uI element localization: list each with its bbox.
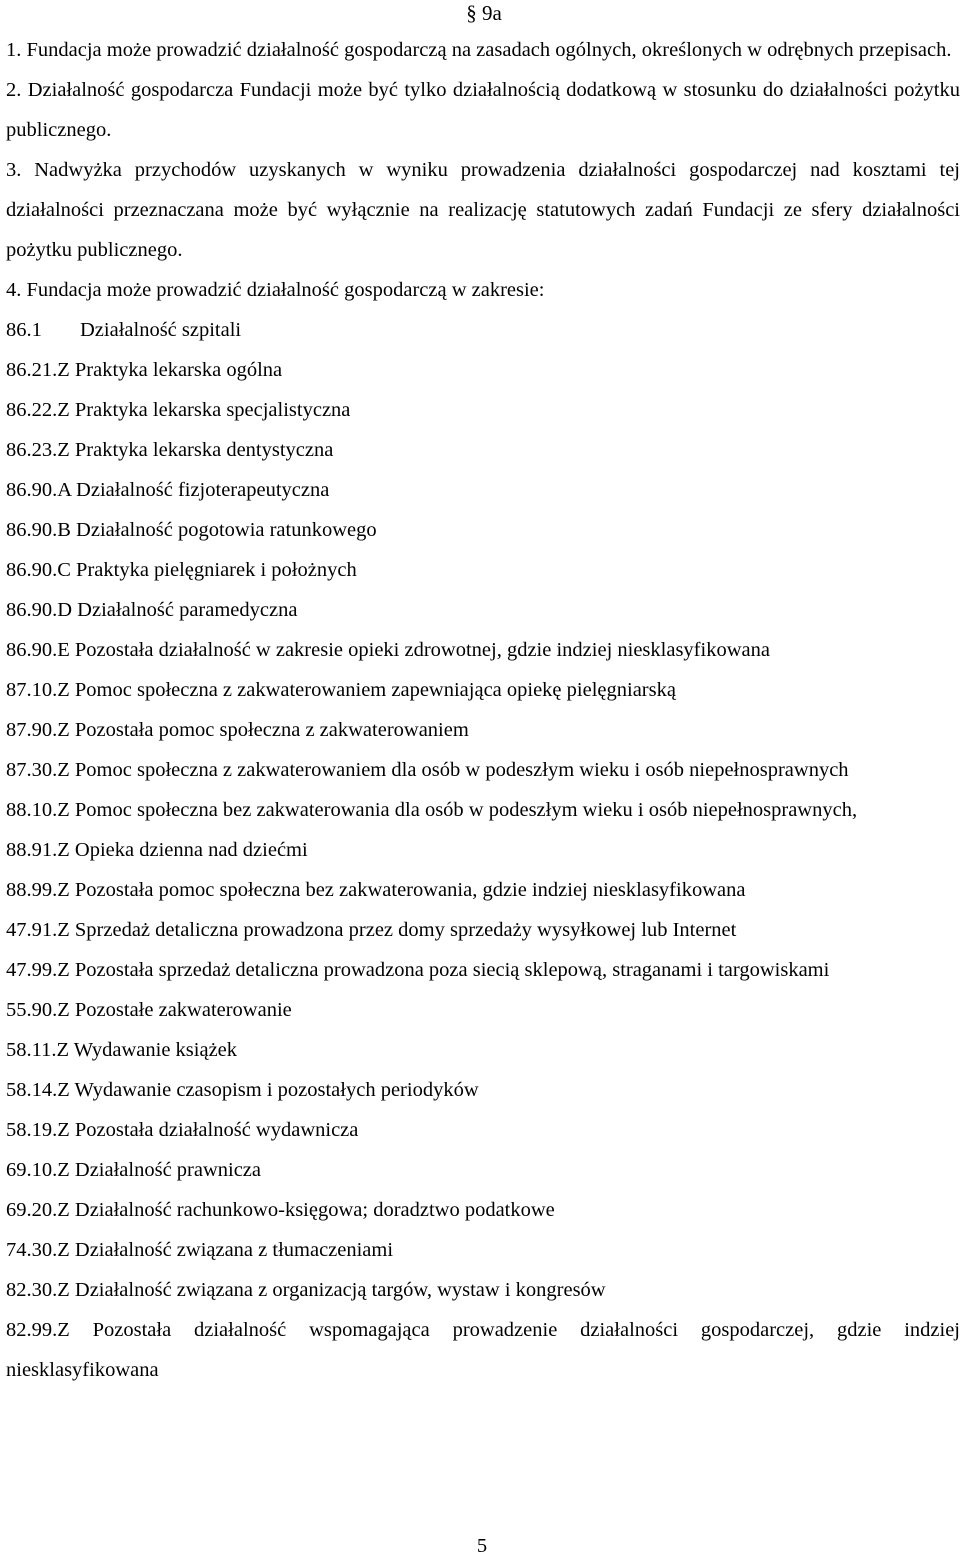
activity-description: Działalność szpitali	[80, 319, 242, 341]
activity-item: 69.10.Z Działalność prawnicza	[6, 1159, 262, 1181]
page-number: 5	[476, 1535, 488, 1557]
activity-item: 86.22.Z Praktyka lekarska specjalistyczna	[6, 399, 351, 421]
activity-item: 87.90.Z Pozostała pomoc społeczna z zakwaterowaniem	[6, 719, 469, 741]
paragraph-3: 3. Nadwyżka przychodów uzyskanych w wyniku prowadzenia działalności gospodarczej nad kosztami tej działalności przeznaczana może być wyłącznie na realizację statutowych zadań Fundacji ze sfery działalności pożytku publicznego.	[6, 159, 960, 261]
activity-item: 86.90.B Działalność pogotowia ratunkowego	[6, 519, 377, 541]
activity-item-first	[6, 310, 960, 350]
activity-item: 86.90.C Praktyka pielęgniarek i położnych	[6, 559, 357, 581]
activity-item: 86.90.D Działalność paramedyczna	[6, 599, 298, 621]
activity-code: 86.1	[6, 319, 42, 341]
paragraph-4: 4. Fundacja może prowadzić działalność gospodarczą w zakresie:	[6, 279, 545, 301]
activity-item: 58.11.Z Wydawanie książek	[6, 1039, 238, 1061]
document-body	[6, 30, 960, 1390]
activity-item: 69.20.Z Działalność rachunkowo-księgowa; doradztwo podatkowe	[6, 1199, 555, 1221]
section-heading: § 9a	[466, 1, 502, 25]
activity-item: 74.30.Z Działalność związana z tłumaczeniami	[6, 1239, 394, 1261]
activity-item: 55.90.Z Pozostałe zakwaterowanie	[6, 999, 292, 1021]
activity-item: 88.91.Z Opieka dzienna nad dziećmi	[6, 839, 308, 861]
activity-item: 47.91.Z Sprzedaż detaliczna prowadzona przez domy sprzedaży wysyłkowej lub Internet	[6, 919, 737, 941]
activity-item: 58.19.Z Pozostała działalność wydawnicza	[6, 1119, 359, 1141]
activity-item: 88.99.Z Pozostała pomoc społeczna bez zakwaterowania, gdzie indziej niesklasyfikowana	[6, 879, 746, 901]
activity-item: 88.10.Z Pomoc społeczna bez zakwaterowania dla osób w podeszłym wieku i osób niepełnosprawnych,	[6, 799, 858, 821]
activity-item: 87.30.Z Pomoc społeczna z zakwaterowaniem dla osób w podeszłym wieku i osób niepełnosprawnych	[6, 759, 849, 781]
activity-item: 82.30.Z Działalność związana z organizacją targów, wystaw i kongresów	[6, 1279, 606, 1301]
activity-item: 86.90.A Działalność fizjoterapeutyczna	[6, 479, 330, 501]
activity-item: 58.14.Z Wydawanie czasopism i pozostałych periodyków	[6, 1079, 479, 1101]
activity-item: 82.99.Z Pozostała działalność wspomagająca prowadzenie działalności gospodarczej, gdzie indziej niesklasyfikowana	[6, 1319, 960, 1381]
activity-item: 47.99.Z Pozostała sprzedaż detaliczna prowadzona poza siecią sklepową, straganami i targowiskami	[6, 959, 830, 981]
activity-item: 87.10.Z Pomoc społeczna z zakwaterowaniem zapewniająca opiekę pielęgniarską	[6, 679, 676, 701]
activity-item: 86.23.Z Praktyka lekarska dentystyczna	[6, 439, 334, 461]
activity-item: 86.21.Z Praktyka lekarska ogólna	[6, 359, 283, 381]
paragraph-1: 1. Fundacja może prowadzić działalność gospodarczą na zasadach ogólnych, określonych w odrębnych przepisach.	[6, 39, 952, 61]
paragraph-2: 2. Działalność gospodarcza Fundacji może być tylko działalnością dodatkową w stosunku do działalności pożytku publicznego.	[6, 79, 960, 141]
activity-item: 86.90.E Pozostała działalność w zakresie opieki zdrowotnej, gdzie indziej niesklasyfikowana	[6, 639, 770, 661]
